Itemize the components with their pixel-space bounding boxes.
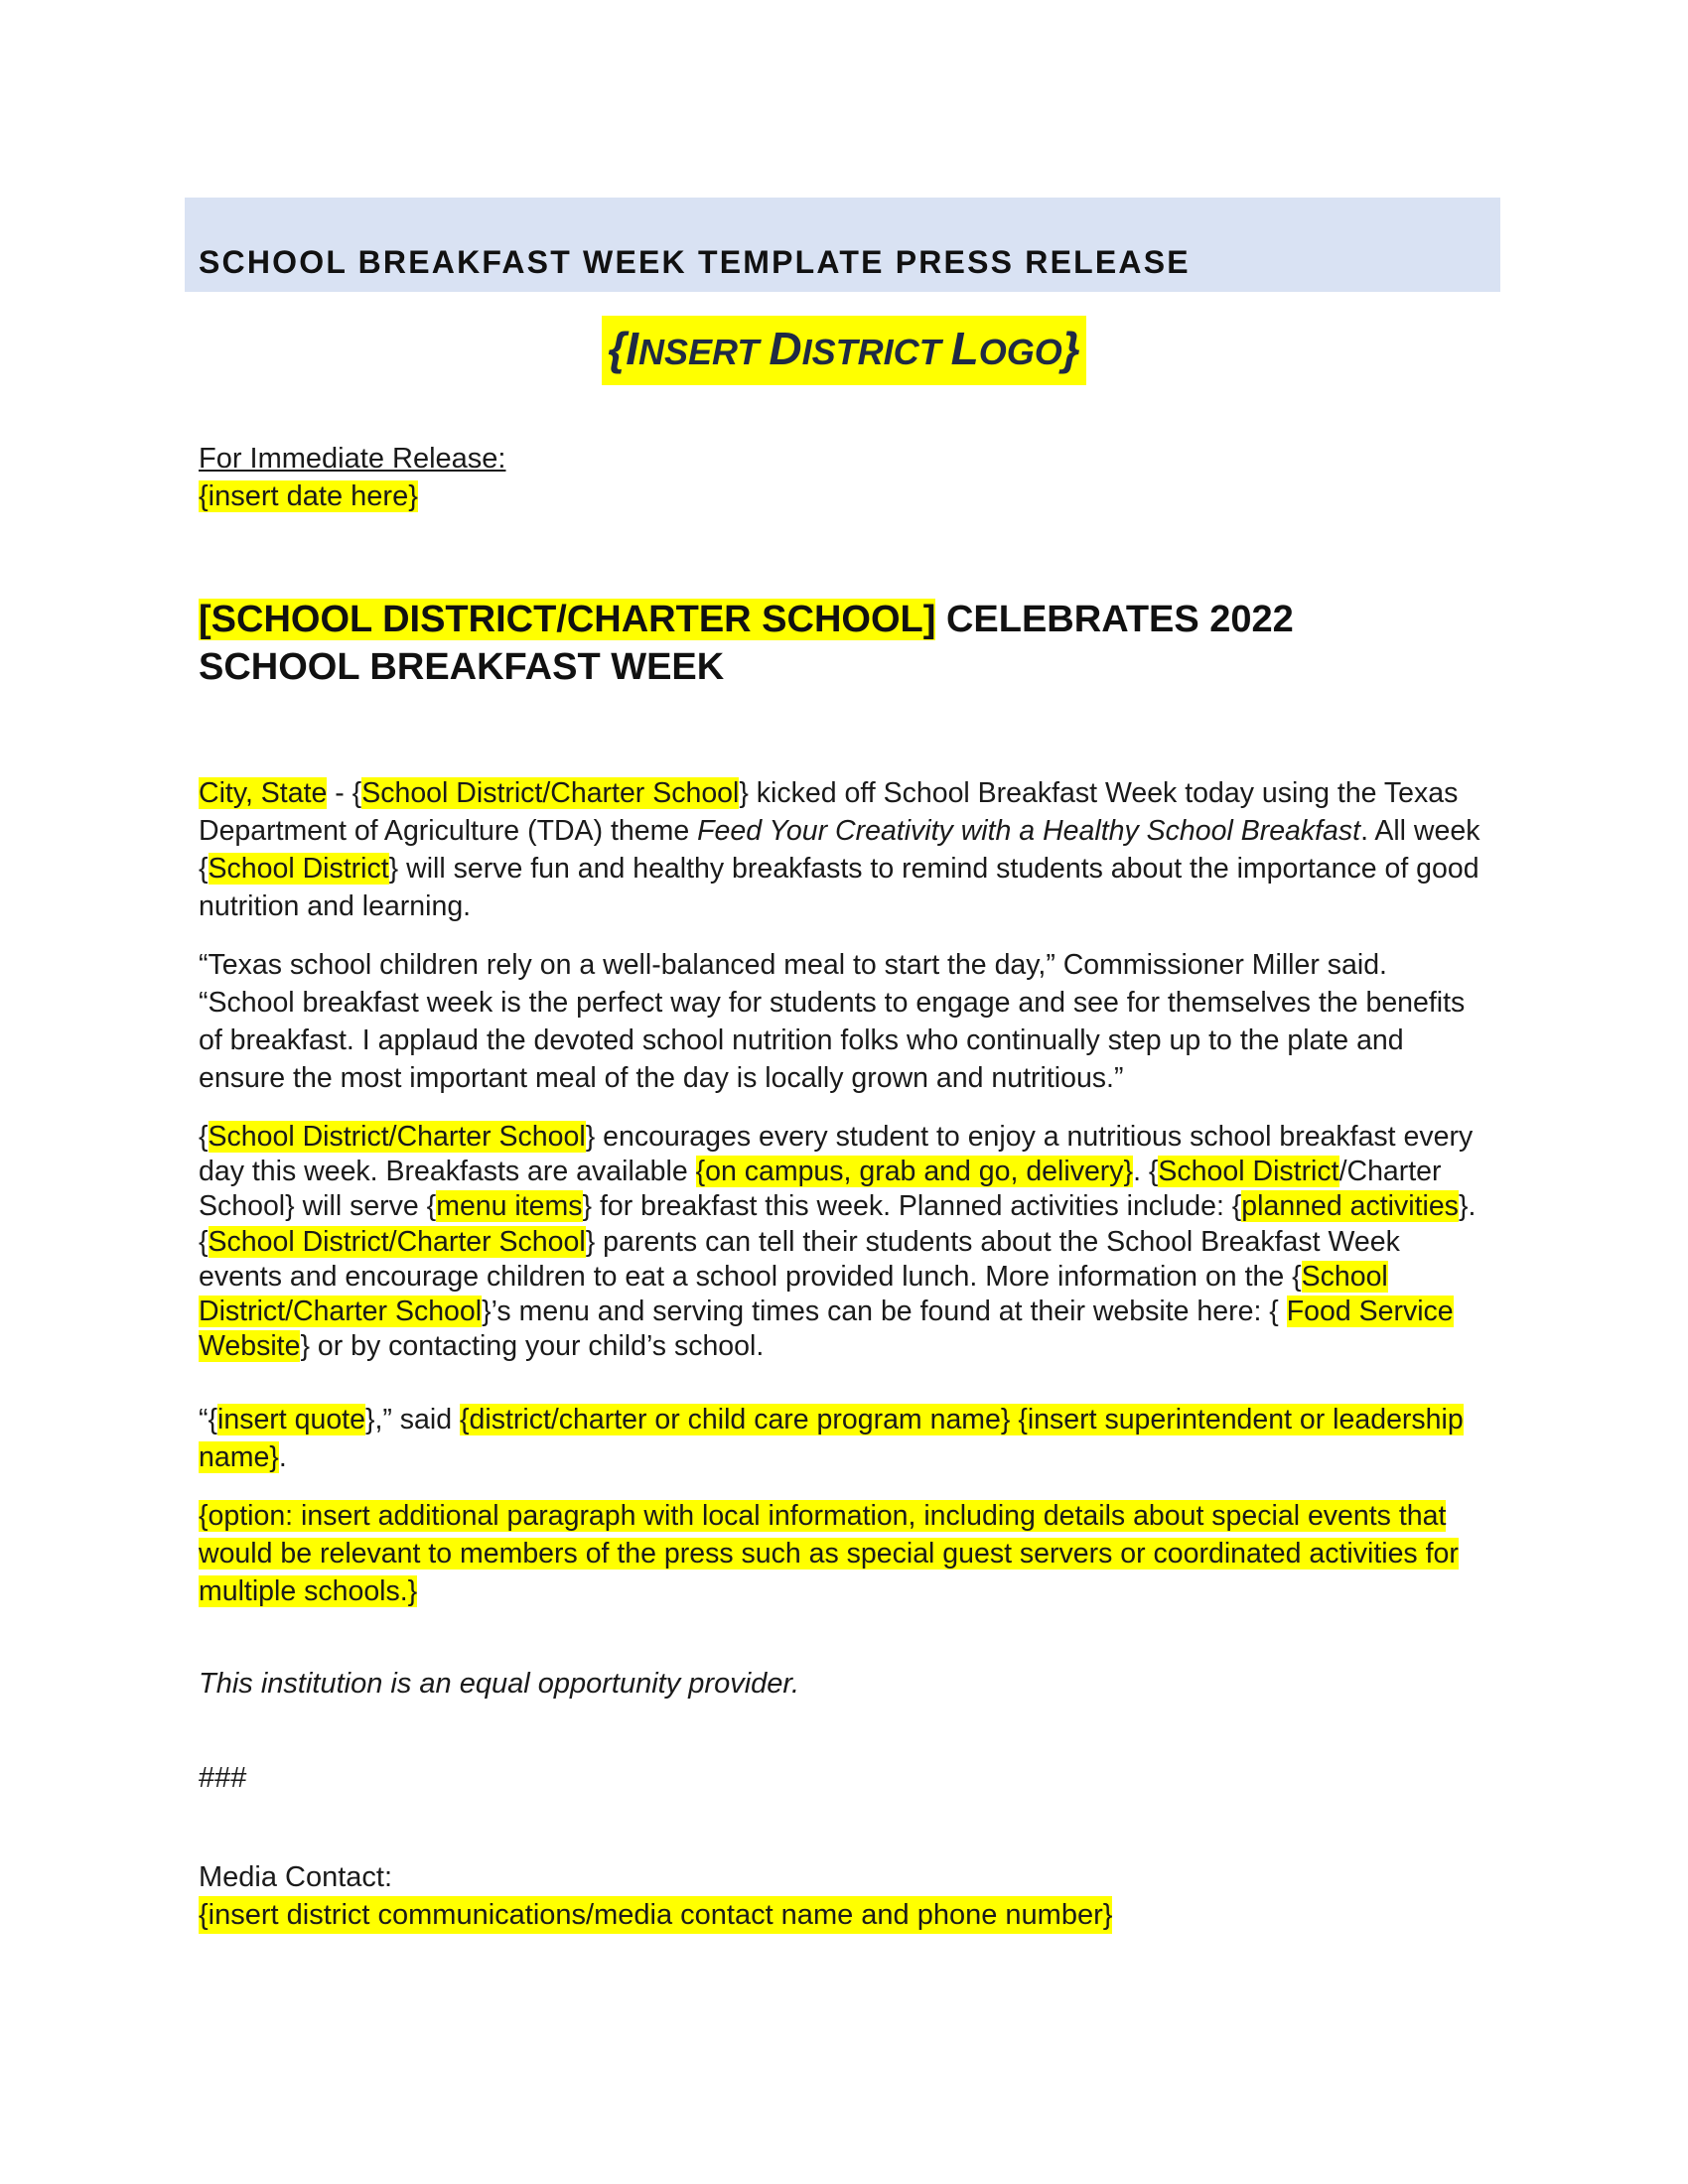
logo-placeholder-row bbox=[0, 316, 1688, 385]
release-label: For Immediate Release: bbox=[199, 443, 506, 475]
headline bbox=[199, 596, 1470, 691]
paragraph-details: {School District/Charter School} encourages every student to enjoy a nutritious school breakfast every day this week. Breakfasts are available {on campus, grab and go, delivery}. {School District/Charter School} will serve {menu items} for breakfast this week. Planned activities include: {planned activities}. {School District/Charter School} parents can tell their students about the School Breakfast Week events and encourage children to eat a school provided lunch. More information on the {School District/Charter School}’s menu and serving times can be found at their website here: { Food Service Website} or by contacting your child’s school. bbox=[199, 1121, 1477, 1363]
headline-line2: SCHOOL BREAKFAST WEEK bbox=[199, 646, 725, 688]
media-contact-label: Media Contact: bbox=[199, 1861, 393, 1893]
paragraph-intro: City, State - {School District/Charter School} kicked off School Breakfast Week today using the Texas Department of Agriculture (TDA) theme Feed Your Creativity with a Healthy School Breakfast. All week {School District} will serve fun and healthy breakfasts to remind students about the importance of good nutrition and learning. bbox=[199, 777, 1480, 922]
document-title: SCHOOL BREAKFAST WEEK TEMPLATE PRESS RELEASE bbox=[199, 244, 1191, 280]
paragraph-local-quote: “{insert quote},” said {district/charter or child care program name} {insert superintendent or leadership name}. bbox=[199, 1404, 1464, 1473]
paragraph-optional: {option: insert additional paragraph with local information, including details about special events that would be relevant to members of the press such as special guest servers or coordinated activities for multiple schools.} bbox=[199, 1500, 1459, 1607]
release-date: {insert date here} bbox=[199, 480, 418, 512]
equal-opportunity-statement: This institution is an equal opportunity provider. bbox=[199, 1668, 800, 1700]
district-logo-placeholder: {INSERT DISTRICT LOGO} bbox=[602, 316, 1085, 385]
paragraph-quote-commissioner: “Texas school children rely on a well-balanced meal to start the day,” Commissioner Miller said. “School breakfast week is the perfect way for students to engage and see for themselves the benefits of breakfast. I applaud the devoted school nutrition folks who continually step up to the plate and ensure the most important meal of the day is locally grown and nutritious.” bbox=[199, 949, 1466, 1094]
media-contact-value: {insert district communications/media contact name and phone number} bbox=[199, 1896, 1112, 1934]
media-contact bbox=[199, 1858, 1112, 1934]
headline-district: [SCHOOL DISTRICT/CHARTER SCHOOL] bbox=[199, 599, 936, 640]
release-info bbox=[199, 440, 505, 515]
headline-rest: CELEBRATES 2022 bbox=[935, 599, 1294, 640]
end-marker: ### bbox=[199, 1762, 247, 1794]
